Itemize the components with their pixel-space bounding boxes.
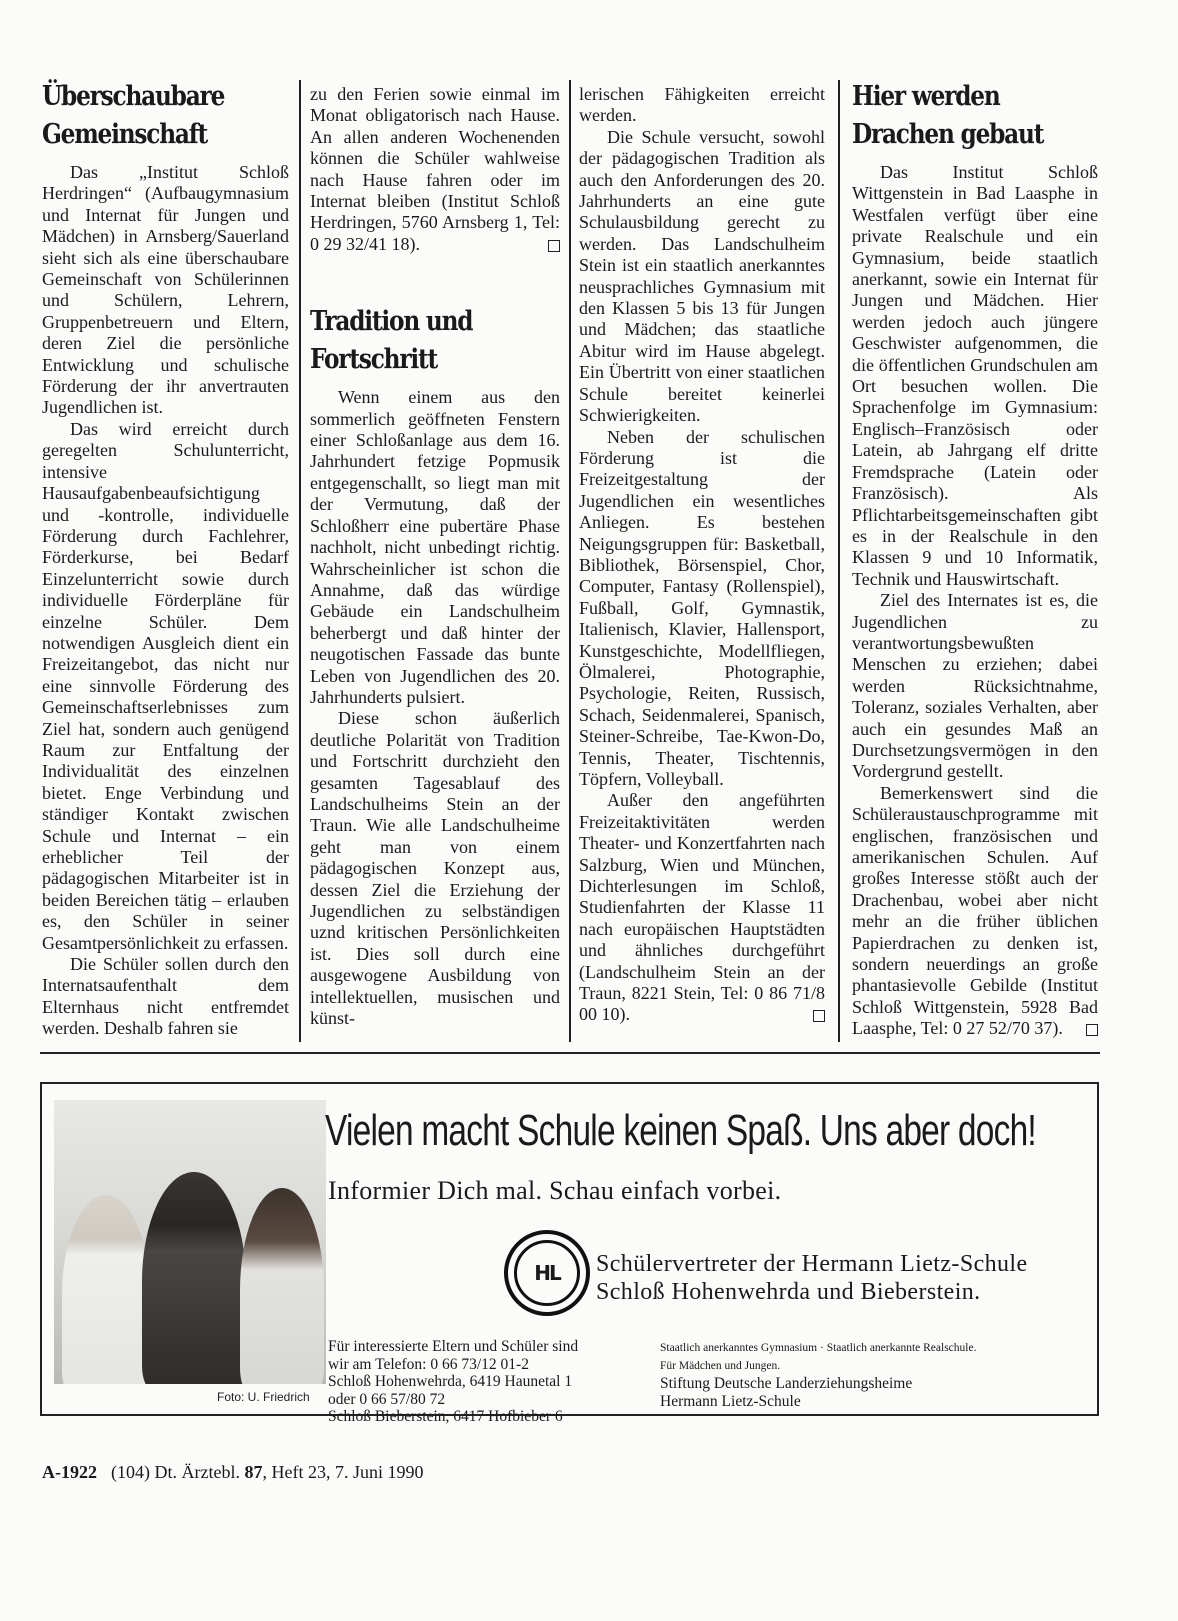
heading-line: Überschaubare <box>42 81 225 112</box>
org-line: Schülervertreter der Hermann Lietz-Schule <box>596 1251 1028 1277</box>
heading-line: Tradition und <box>310 306 473 338</box>
article-heading <box>310 303 525 379</box>
issue-date: , Heft 23, 7. Juni 1990 <box>262 1462 424 1482</box>
school-logo-icon <box>504 1230 590 1316</box>
advertisement-box <box>40 1082 1099 1426</box>
contact-line: Schloß Bieberstein, 6417 Hofbieber 6 <box>328 1408 563 1426</box>
end-mark-icon <box>1086 1024 1098 1036</box>
column-divider <box>838 80 840 1042</box>
paragraph: Die Schüler sollen durch den Internatsaufenthalt dem Elternhaus nicht entfremdet werden. Deshalb fahren sie <box>42 954 289 1039</box>
paragraph: Das wird erreicht durch geregelten Schulunterricht, intensive Hausaufgabenbeaufsichtigung und -kontrolle, individuelle Förderung durch Fachlehrer, Förderkurse, bei Bedarf Einzelunterricht sowie durch individuelle Förderpläne für einzelne Schüler. Dem notwendigen Ausgleich dient ein Freizeitangebot, das nicht nur eine sinnvolle Förderung des Gemeinschaftserlebnisses zum Ziel hat, sondern auch genügend Raum zur Entfaltung der Individualität des einzelnen bietet. Enge Verbindung und ständiger Kontakt zwischen Schule und Internat – ein erheblicher Teil der pädagogischen Mitarbeiter ist in beiden Bereichen tätig – erlauben es, den Schüler in seiner Gesamtpersönlichkeit zu erfassen. <box>42 418 289 953</box>
page-footer <box>42 1462 423 1483</box>
article-ueberschaubare-gemeinschaft <box>42 78 289 1040</box>
article-column-3 <box>579 84 825 1026</box>
paragraph: lerischen Fähigkeiten erreicht werden. <box>579 84 825 126</box>
journal-name: (104) Dt. Ärztebl. <box>111 1462 240 1482</box>
contact-line: wir am Telefon: 0 66 73/12 01-2 <box>328 1355 529 1373</box>
paragraph: Das Institut Schloß Wittgenstein in Bad Laasphe in Westfalen verfügt über eine private Realschule und ein Gymnasium, beide staatlich anerkannt, sowie ein Internat für Jungen und Mädchen. Hier werden jedoch auch jüngere Geschwister aufgenommen, die die öffentlichen Grundschulen am Ort besuchen wollen. Die Sprachenfolge im Gymnasium: Englisch–Französisch oder Latein, ab Jahrgang elf dritte Fremdsprache (Latein oder Französisch). Als Pflichtarbeitsgemeinschaften gibt es in der Realschule in den Klassen 9 und 10 Informatik, Technik und Hauswirtschaft. <box>852 162 1098 589</box>
students-photo <box>54 1100 326 1384</box>
paragraph: Ziel des Internates ist es, die Jugendlichen zu verantwortungsbewußten Menschen zu erziehen; dabei werden Rücksichtnahme, Toleranz, soziales Verhalten, aber auch ein gesundes Maß an Durchsetzungsvermögen in den Vordergrund gestellt. <box>852 590 1098 782</box>
school-line: Staatlich anerkanntes Gymnasium · Staatlich anerkannte Realschule. <box>660 1342 977 1354</box>
paragraph: Wenn einem aus den sommerlich geöffneten Fenstern einer Schloßanlage aus dem 16. Jahrhundert fetzige Popmusik entgegenschallt, so liegt man mit der Vermutung, daß der Schloßherr eine pubertäre Phase nachholt, nicht unbedingt richtig. Wahrscheinlicher ist schon die Annahme, daß das würdige Gebäude ein Landschulheim beherbergt und daß hinter der neugotischen Fassade das bunte Leben von Jugendlichen des 20. Jahrhunderts pulsiert. <box>310 387 560 707</box>
article-column-2 <box>310 84 560 1029</box>
article-heading <box>852 78 1064 154</box>
paragraph: Neben der schulischen Förderung ist die Freizeitgestaltung der Jugendlichen ein wesentliches Anliegen. Es bestehen Neigungsgruppen für: Basketball, Bibliothek, Börsenspiel, Chor, Computer, Fantasy (Rollenspiel), Fußball, Golf, Gymnastik, Italienisch, Klavier, Hallensport, Kunstgeschichte, Modellfliegen, Ölmalerei, Photographie, Psychologie, Reiten, Russisch, Schach, Seidenmalerei, Spanisch, Steiner-Schreibe, Tae-Kwon-Do, Tennis, Theater, Tischtennis, Töpfern, Volleyball. <box>579 426 825 789</box>
paragraph-text: Bemerkenswert sind die Schüleraustauschprogramme mit englischen, französischen und amerikanischen Schulen. Auf großes Interesse stößt auch der Drachenbau, wobei aber nicht mehr an die früher üblichen Papierdrachen zu denken ist, sondern neuerdings an große phantasievolle Gebilde (Institut Schloß Wittgenstein, 5928 Bad Laasphe, Tel: 0 27 52/70 37). <box>852 782 1098 1039</box>
contact-line: Für interessierte Eltern und Schüler sind <box>328 1338 579 1355</box>
page-number: A-1922 <box>42 1462 97 1482</box>
organisation-name <box>596 1250 1028 1306</box>
column-divider <box>569 80 571 1042</box>
ad-subline: Informier Dich mal. Schau einfach vorbei. <box>328 1176 782 1205</box>
paragraph-text: zu den Ferien sowie einmal im Monat obligatorisch nach Hause. An allen anderen Wochenenden können die Schüler wahlweise nach Hause fahren oder im Internat bleiben (Institut Schloß Herdringen, 5760 Arnsberg 1, Tel: 0 29 32/41 18). <box>310 84 560 254</box>
article-hier-werden-drachen-gebaut <box>852 78 1098 1040</box>
heading-line: Hier werden <box>852 81 1000 112</box>
section-divider <box>40 1052 1100 1054</box>
ad-slogan: Vielen macht Schule keinen Spaß. Uns aber doch! <box>325 1106 1036 1155</box>
school-line: Hermann Lietz-Schule <box>660 1392 801 1410</box>
paragraph: Diese schon äußerlich deutliche Polarität von Tradition und Fortschritt durchzieht den gesamten Tagesablauf des Landschulheims Stein an der Traun. Wie alle Landschulheime geht man von einem pädagogischen Konzept aus, dessen Ziel die Erziehung der Jugendlichen zu selbständigen uznd kritischen Persönlichkeiten ist. Dies soll durch eine ausgewogene Ausbildung von intellektuellen, musischen und künst- <box>310 708 560 1029</box>
paragraph-text: Außer den angeführten Freizeitaktivitäten werden Theater- und Konzertfahrten nach Salzburg, Wien und München, Dichterlesungen im Schloß, Studienfahrten der Klasse 11 nach europäischen Hauptstädten und ähnliches durchgeführt (Landschulheim Stein an der Traun, 8221 Stein, Tel: 0 86 71/8 00 10). <box>579 790 825 1025</box>
end-mark-icon <box>548 240 560 252</box>
paragraph <box>310 84 560 255</box>
end-mark-icon <box>813 1010 825 1022</box>
heading-line: Fortschritt <box>310 344 438 376</box>
school-line: Stiftung Deutsche Landerziehungsheime <box>660 1375 913 1393</box>
paragraph <box>579 790 825 1025</box>
photo-credit: Foto: U. Friedrich <box>217 1390 310 1404</box>
contact-line: oder 0 66 57/80 72 <box>328 1390 446 1408</box>
school-info <box>660 1340 976 1410</box>
column-divider <box>299 80 301 1042</box>
volume-number: 87 <box>244 1462 263 1482</box>
contact-info <box>328 1338 578 1426</box>
heading-line: Gemeinschaft <box>42 119 208 150</box>
paragraph: Die Schule versucht, sowohl der pädagogischen Tradition als auch den Anforderungen des 20. Jahrhunderts an eine gute Schulausbildung gerecht zu werden. Das Landschulheim Stein ist ein staatlich anerkanntes neusprachliches Gymnasium mit den Klassen 5 bis 13 für Jungen und Mädchen; das staatliche Abitur wird im Hause abgelegt. Ein Übertritt von einer staatlichen Schule bereitet keinerlei Schwierigkeiten. <box>579 126 825 426</box>
org-line: Schloß Hohenwehrda und Bieberstein. <box>596 1279 981 1305</box>
paragraph <box>852 783 1098 1040</box>
school-line: Für Mädchen und Jungen. <box>660 1359 781 1372</box>
article-heading <box>42 78 254 154</box>
logo-text: HL <box>514 1240 580 1306</box>
paragraph: Das „Institut Schloß Herdringen“ (Aufbaugymnasium und Internat für Jungen und Mädchen) in Arnsberg/Sauerland sieht sich als eine überschaubare Gemeinschaft von Schülerinnen und Schülern, Lehrern, Gruppenbetreuern und Eltern, deren Ziel die persönliche Entwicklung und schulische Förderung der ihr anvertrauten Jugendlichen ist. <box>42 162 289 418</box>
contact-line: Schloß Hohenwehrda, 6419 Haunetal 1 <box>328 1373 573 1391</box>
heading-line: Drachen gebaut <box>852 119 1044 150</box>
